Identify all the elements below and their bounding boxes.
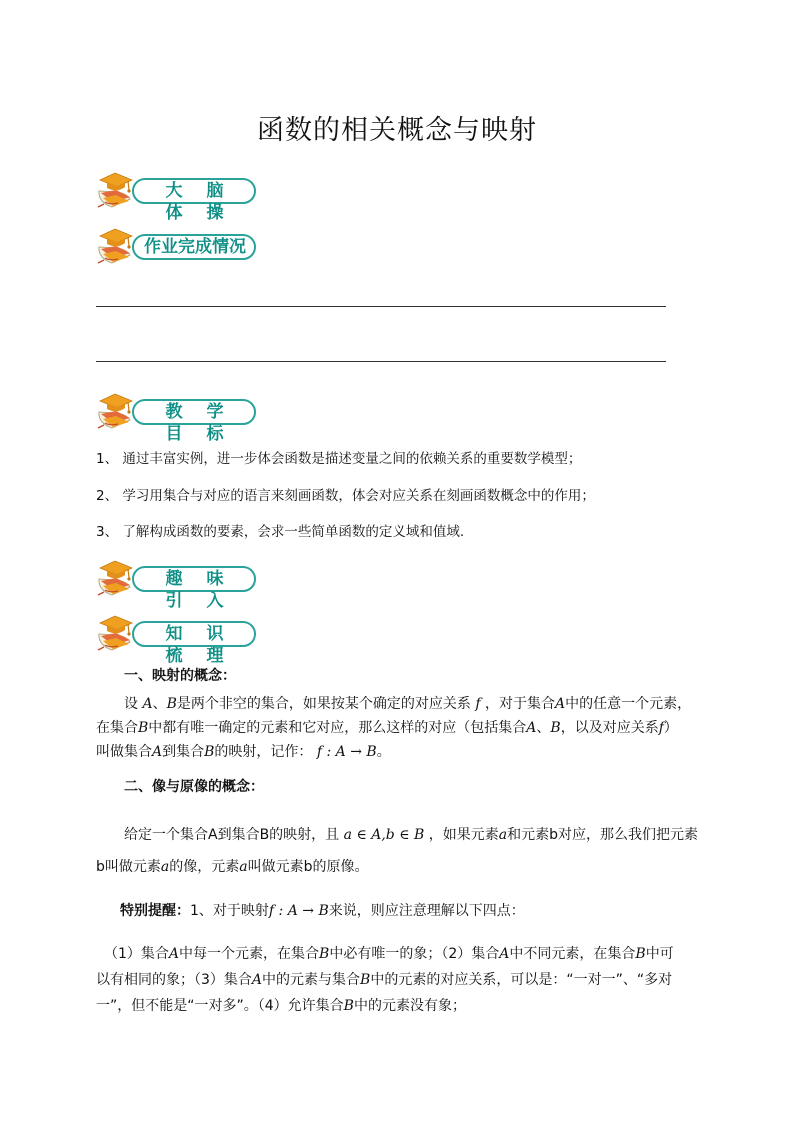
section-badge-warmup xyxy=(96,169,260,223)
blank-line-2 xyxy=(96,361,666,362)
section-title-warmup: 大 脑 体 操 xyxy=(165,181,233,223)
mapping-line-1: 设 A、B是两个非空的集合，如果按某个确定的对应关系 f ，对于集合A中的任意一个元素， xyxy=(124,696,692,712)
paragraph-image-definition xyxy=(96,819,706,883)
page-title: 函数的相关概念与映射 xyxy=(257,115,537,146)
mapping-line-3: 叫做集合A到集合B的映射，记作： f : A → B。 xyxy=(96,744,391,760)
goal-item: 1、 通过丰富实例，进一步体会函数是描述变量之间的依赖关系的重要数学模型； xyxy=(96,451,582,467)
goal-item: 2、 学习用集合与对应的语言来刻画函数，体会对应关系在刻画函数概念中的作用； xyxy=(96,488,595,504)
special-reminder: 特别提醒：1、对于映射f : A → B来说，则应注意理解以下四点： xyxy=(120,903,525,919)
blank-line-1 xyxy=(96,306,666,307)
section-title-homework: 作业完成情况 xyxy=(144,237,246,257)
section-title-goals: 教 学 目 标 xyxy=(165,402,233,444)
mapping-points xyxy=(96,941,706,1019)
points-line-2: 以有相同的象；（3）集合A中的元素与集合B中的元素的对应关系，可以是：“一对一”、“多对 xyxy=(96,972,673,988)
image-line-1: 给定一个集合A到集合B的映射，且 a ∈ A,b ∈ B ，如果元素a和元素b对应，那么我们把元素 xyxy=(124,827,699,843)
heading-image-preimage: 二、像与原像的概念： xyxy=(124,779,264,795)
mapping-notation: f : A → B xyxy=(316,744,377,760)
section-badge-goals xyxy=(96,390,260,444)
section-title-intro: 趣 味 引 入 xyxy=(165,569,233,611)
section-badge-homework xyxy=(96,225,260,265)
element-condition: a ∈ A,b ∈ B xyxy=(343,827,425,843)
reminder-label: 特别提醒： xyxy=(120,903,190,919)
goal-item: 3、 了解构成函数的要素，会求一些简单函数的定义域和值域. xyxy=(96,524,465,540)
mapping-line-2: 在集合B中都有唯一确定的元素和它对应，那么这样的对应（包括集合A、B，以及对应关系f） xyxy=(96,720,678,736)
points-line-1: （1）集合A中每一个元素，在集合B中必有唯一的象；（2）集合A中不同元素，在集合B中可 xyxy=(104,946,674,962)
paragraph-mapping-definition xyxy=(96,692,706,764)
section-badge-knowledge xyxy=(96,612,260,666)
image-line-2: b叫做元素a的像，元素a叫做元素b的原像。 xyxy=(96,859,369,875)
points-line-3: 一”，但不能是“一对多”。（4）允许集合B中的元素没有象； xyxy=(96,998,466,1014)
section-title-knowledge: 知 识 梳 理 xyxy=(165,624,233,666)
section-badge-intro xyxy=(96,557,260,611)
heading-mapping: 一、映射的概念： xyxy=(124,668,236,684)
